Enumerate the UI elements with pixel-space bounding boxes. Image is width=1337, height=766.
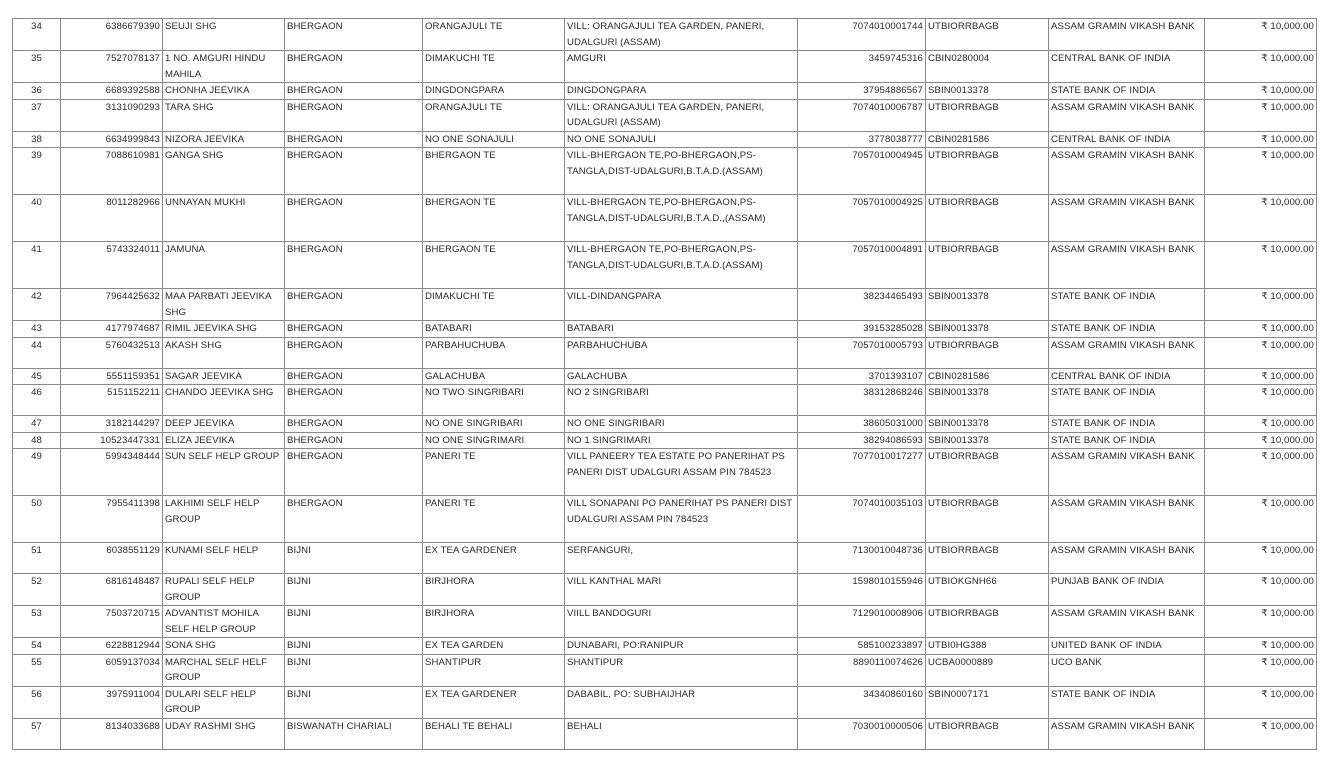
cell-bank-name: ASSAM GRAMIN VIKASH BANK <box>1049 242 1205 289</box>
cell-mobile: 5551159351 <box>61 368 163 385</box>
cell-account-no: 8890110074626 <box>798 654 926 686</box>
cell-block: BHERGAON <box>285 337 423 368</box>
cell-village: BIRJHORA <box>423 574 565 606</box>
cell-address: SHANTIPUR <box>565 654 798 686</box>
cell-sl-no: 41 <box>13 242 61 289</box>
cell-account-no: 38312868246 <box>798 385 926 416</box>
cell-sl-no: 52 <box>13 574 61 606</box>
cell-ifsc: UTBIORRBAGB <box>926 449 1049 496</box>
cell-group-name: NIZORA JEEVIKA <box>163 131 285 148</box>
cell-block: BHERGAON <box>285 195 423 242</box>
cell-address: NO ONE SINGRIBARI <box>565 416 798 433</box>
cell-mobile: 5151152211 <box>61 385 163 416</box>
cell-group-name: ADVANTIST MOHILA SELF HELP GROUP <box>163 606 285 638</box>
cell-amount: ₹ 10,000.00 <box>1205 195 1317 242</box>
cell-village: BHERGAON TE <box>423 242 565 289</box>
cell-account-no: 3459745316 <box>798 51 926 83</box>
cell-address: VILL-DINDANGPARA <box>565 289 798 321</box>
cell-group-name: SONA SHG <box>163 638 285 655</box>
cell-ifsc: UTBIORRBAGB <box>926 337 1049 368</box>
cell-village: BHERGAON TE <box>423 195 565 242</box>
cell-block: BIJNI <box>285 638 423 655</box>
cell-mobile: 8134033688 <box>61 718 163 749</box>
cell-ifsc: SBIN0013378 <box>926 432 1049 449</box>
cell-mobile: 6634999843 <box>61 131 163 148</box>
cell-ifsc: UTBIORRBAGB <box>926 242 1049 289</box>
cell-ifsc: UTBIORRBAGB <box>926 543 1049 574</box>
cell-address: DUNABARI, PO:RANIPUR <box>565 638 798 655</box>
cell-ifsc: SBIN0013378 <box>926 385 1049 416</box>
table-row <box>13 449 1317 496</box>
cell-group-name: SEUJI SHG <box>163 19 285 51</box>
cell-village: BATABARI <box>423 321 565 338</box>
cell-address: BATABARI <box>565 321 798 338</box>
cell-sl-no: 57 <box>13 718 61 749</box>
cell-village: ORANGAJULI TE <box>423 19 565 51</box>
cell-account-no: 3778038777 <box>798 131 926 148</box>
cell-amount: ₹ 10,000.00 <box>1205 19 1317 51</box>
cell-group-name: MARCHAL SELF HELF GROUP <box>163 654 285 686</box>
table-row <box>13 543 1317 574</box>
cell-amount: ₹ 10,000.00 <box>1205 449 1317 496</box>
beneficiary-table <box>12 18 1317 750</box>
cell-account-no: 7077010017277 <box>798 449 926 496</box>
cell-group-name: CHANDO JEEVIKA SHG <box>163 385 285 416</box>
cell-mobile: 6816148487 <box>61 574 163 606</box>
cell-village: NO ONE SINGRIBARI <box>423 416 565 433</box>
cell-sl-no: 39 <box>13 148 61 195</box>
cell-ifsc: UTBIORRBAGB <box>926 606 1049 638</box>
table-row <box>13 19 1317 51</box>
cell-mobile: 5760432513 <box>61 337 163 368</box>
table-row <box>13 574 1317 606</box>
cell-ifsc: UTBIORRBAGB <box>926 718 1049 749</box>
cell-amount: ₹ 10,000.00 <box>1205 99 1317 131</box>
cell-account-no: 34340860160 <box>798 686 926 718</box>
cell-address: NO 1 SINGRIMARI <box>565 432 798 449</box>
cell-village: GALACHUBA <box>423 368 565 385</box>
cell-block: BHERGAON <box>285 131 423 148</box>
cell-account-no: 3701393107 <box>798 368 926 385</box>
cell-amount: ₹ 10,000.00 <box>1205 385 1317 416</box>
cell-sl-no: 42 <box>13 289 61 321</box>
table-row <box>13 83 1317 100</box>
cell-mobile: 7088610981 <box>61 148 163 195</box>
cell-address: DABABIL, PO: SUBHAIJHAR <box>565 686 798 718</box>
cell-amount: ₹ 10,000.00 <box>1205 148 1317 195</box>
cell-group-name: KUNAMI SELF HELP <box>163 543 285 574</box>
cell-group-name: AKASH SHG <box>163 337 285 368</box>
cell-village: EX TEA GARDENER <box>423 543 565 574</box>
cell-amount: ₹ 10,000.00 <box>1205 638 1317 655</box>
cell-block: BHERGAON <box>285 496 423 543</box>
cell-block: BHERGAON <box>285 148 423 195</box>
cell-amount: ₹ 10,000.00 <box>1205 654 1317 686</box>
cell-mobile: 5743324011 <box>61 242 163 289</box>
cell-account-no: 7057010004891 <box>798 242 926 289</box>
cell-account-no: 585100233897 <box>798 638 926 655</box>
cell-ifsc: UTBI0HG388 <box>926 638 1049 655</box>
cell-ifsc: SBIN0013378 <box>926 83 1049 100</box>
cell-account-no: 7057010004925 <box>798 195 926 242</box>
cell-group-name: RIMIL JEEVIKA SHG <box>163 321 285 338</box>
cell-account-no: 7057010005793 <box>798 337 926 368</box>
cell-group-name: GANGA SHG <box>163 148 285 195</box>
cell-address: NO ONE SONAJULI <box>565 131 798 148</box>
cell-address: SERFANGURI, <box>565 543 798 574</box>
cell-village: EX TEA GARDEN <box>423 638 565 655</box>
cell-amount: ₹ 10,000.00 <box>1205 368 1317 385</box>
cell-block: BHERGAON <box>285 51 423 83</box>
cell-mobile: 6386679390 <box>61 19 163 51</box>
table-row <box>13 496 1317 543</box>
cell-block: BHERGAON <box>285 385 423 416</box>
cell-mobile: 4177974687 <box>61 321 163 338</box>
cell-sl-no: 40 <box>13 195 61 242</box>
cell-address: BEHALI <box>565 718 798 749</box>
cell-sl-no: 48 <box>13 432 61 449</box>
cell-block: BHERGAON <box>285 368 423 385</box>
cell-address: VIILL BANDOGURI <box>565 606 798 638</box>
cell-mobile: 7527078137 <box>61 51 163 83</box>
cell-sl-no: 44 <box>13 337 61 368</box>
cell-group-name: DEEP JEEVIKA <box>163 416 285 433</box>
table-row <box>13 638 1317 655</box>
cell-account-no: 7074010001744 <box>798 19 926 51</box>
cell-group-name: RUPALI SELF HELP GROUP <box>163 574 285 606</box>
cell-amount: ₹ 10,000.00 <box>1205 337 1317 368</box>
cell-bank-name: STATE BANK OF INDIA <box>1049 83 1205 100</box>
cell-block: BIJNI <box>285 574 423 606</box>
cell-address: DINGDONGPARA <box>565 83 798 100</box>
cell-bank-name: UCO BANK <box>1049 654 1205 686</box>
cell-sl-no: 51 <box>13 543 61 574</box>
cell-bank-name: ASSAM GRAMIN VIKASH BANK <box>1049 606 1205 638</box>
cell-village: EX TEA GARDENER <box>423 686 565 718</box>
table-row <box>13 195 1317 242</box>
cell-ifsc: CBIN0281586 <box>926 131 1049 148</box>
cell-sl-no: 53 <box>13 606 61 638</box>
cell-sl-no: 34 <box>13 19 61 51</box>
cell-group-name: TARA SHG <box>163 99 285 131</box>
cell-group-name: LAKHIMI SELF HELP GROUP <box>163 496 285 543</box>
cell-sl-no: 49 <box>13 449 61 496</box>
cell-ifsc: UCBA0000889 <box>926 654 1049 686</box>
beneficiary-table-sheet <box>12 18 1317 750</box>
cell-amount: ₹ 10,000.00 <box>1205 416 1317 433</box>
cell-village: BHERGAON TE <box>423 148 565 195</box>
table-row <box>13 368 1317 385</box>
cell-bank-name: CENTRAL BANK OF INDIA <box>1049 131 1205 148</box>
cell-sl-no: 43 <box>13 321 61 338</box>
cell-bank-name: CENTRAL BANK OF INDIA <box>1049 51 1205 83</box>
cell-bank-name: ASSAM GRAMIN VIKASH BANK <box>1049 19 1205 51</box>
cell-group-name: UDAY RASHMI SHG <box>163 718 285 749</box>
cell-bank-name: ASSAM GRAMIN VIKASH BANK <box>1049 148 1205 195</box>
cell-sl-no: 54 <box>13 638 61 655</box>
cell-sl-no: 56 <box>13 686 61 718</box>
table-row <box>13 99 1317 131</box>
cell-sl-no: 37 <box>13 99 61 131</box>
cell-block: BISWANATH CHARIALI <box>285 718 423 749</box>
cell-mobile: 7955411398 <box>61 496 163 543</box>
cell-ifsc: CBIN0281586 <box>926 368 1049 385</box>
cell-address: VILL-BHERGAON TE,PO-BHERGAON,PS-TANGLA,DIST-UDALGURI,B.T.A.D.(ASSAM) <box>565 242 798 289</box>
cell-amount: ₹ 10,000.00 <box>1205 83 1317 100</box>
cell-block: BIJNI <box>285 606 423 638</box>
cell-sl-no: 38 <box>13 131 61 148</box>
table-row <box>13 606 1317 638</box>
cell-group-name: 1 NO. AMGURI HINDU MAHILA <box>163 51 285 83</box>
table-row <box>13 51 1317 83</box>
cell-block: BHERGAON <box>285 416 423 433</box>
cell-mobile: 7503720715 <box>61 606 163 638</box>
cell-block: BHERGAON <box>285 449 423 496</box>
cell-village: BIRJHORA <box>423 606 565 638</box>
table-row <box>13 337 1317 368</box>
cell-mobile: 6689392588 <box>61 83 163 100</box>
cell-ifsc: UTBIORRBAGB <box>926 148 1049 195</box>
cell-group-name: SAGAR JEEVIKA <box>163 368 285 385</box>
cell-address: VILL KANTHAL MARI <box>565 574 798 606</box>
cell-account-no: 39153285028 <box>798 321 926 338</box>
cell-sl-no: 46 <box>13 385 61 416</box>
cell-account-no: 7057010004945 <box>798 148 926 195</box>
cell-sl-no: 50 <box>13 496 61 543</box>
cell-block: BHERGAON <box>285 432 423 449</box>
cell-amount: ₹ 10,000.00 <box>1205 606 1317 638</box>
cell-ifsc: SBIN0013378 <box>926 416 1049 433</box>
cell-bank-name: ASSAM GRAMIN VIKASH BANK <box>1049 543 1205 574</box>
cell-mobile: 3975911004 <box>61 686 163 718</box>
cell-village: NO ONE SONAJULI <box>423 131 565 148</box>
cell-amount: ₹ 10,000.00 <box>1205 718 1317 749</box>
cell-mobile: 10523447331 <box>61 432 163 449</box>
cell-group-name: ELIZA JEEVIKA <box>163 432 285 449</box>
cell-ifsc: UTBIORRBAGB <box>926 19 1049 51</box>
cell-village: ORANGAJULI TE <box>423 99 565 131</box>
cell-amount: ₹ 10,000.00 <box>1205 242 1317 289</box>
cell-village: NO TWO SINGRIBARI <box>423 385 565 416</box>
table-row <box>13 432 1317 449</box>
table-row <box>13 686 1317 718</box>
cell-address: NO 2 SINGRIBARI <box>565 385 798 416</box>
cell-bank-name: ASSAM GRAMIN VIKASH BANK <box>1049 449 1205 496</box>
cell-address: VILL-BHERGAON TE,PO-BHERGAON,PS-TANGLA,DIST-UDALGURI,B.T.A.D.(ASSAM) <box>565 148 798 195</box>
cell-block: BIJNI <box>285 654 423 686</box>
cell-village: DIMAKUCHI TE <box>423 51 565 83</box>
cell-block: BHERGAON <box>285 83 423 100</box>
cell-amount: ₹ 10,000.00 <box>1205 432 1317 449</box>
cell-block: BHERGAON <box>285 321 423 338</box>
table-row <box>13 416 1317 433</box>
cell-account-no: 7074010006787 <box>798 99 926 131</box>
cell-account-no: 1598010155946 <box>798 574 926 606</box>
cell-amount: ₹ 10,000.00 <box>1205 321 1317 338</box>
table-row <box>13 385 1317 416</box>
cell-address: VILL: ORANGAJULI TEA GARDEN, PANERI, UDALGURI (ASSAM) <box>565 19 798 51</box>
cell-bank-name: STATE BANK OF INDIA <box>1049 385 1205 416</box>
cell-mobile: 8011282966 <box>61 195 163 242</box>
cell-account-no: 7030010000506 <box>798 718 926 749</box>
cell-account-no: 38294086593 <box>798 432 926 449</box>
cell-bank-name: UNITED BANK OF INDIA <box>1049 638 1205 655</box>
cell-bank-name: STATE BANK OF INDIA <box>1049 289 1205 321</box>
cell-bank-name: STATE BANK OF INDIA <box>1049 416 1205 433</box>
cell-ifsc: SBIN0013378 <box>926 321 1049 338</box>
cell-mobile: 6228812944 <box>61 638 163 655</box>
cell-account-no: 7074010035103 <box>798 496 926 543</box>
cell-block: BHERGAON <box>285 242 423 289</box>
cell-village: NO ONE SINGRIMARI <box>423 432 565 449</box>
cell-account-no: 7130010048736 <box>798 543 926 574</box>
cell-sl-no: 35 <box>13 51 61 83</box>
table-row <box>13 654 1317 686</box>
cell-mobile: 5994348444 <box>61 449 163 496</box>
cell-village: DIMAKUCHI TE <box>423 289 565 321</box>
cell-address: VILL SONAPANI PO PANERIHAT PS PANERI DIST UDALGURI ASSAM PIN 784523 <box>565 496 798 543</box>
cell-amount: ₹ 10,000.00 <box>1205 51 1317 83</box>
cell-ifsc: UTBIORRBAGB <box>926 99 1049 131</box>
cell-bank-name: ASSAM GRAMIN VIKASH BANK <box>1049 99 1205 131</box>
cell-group-name: JAMUNA <box>163 242 285 289</box>
cell-amount: ₹ 10,000.00 <box>1205 289 1317 321</box>
table-row <box>13 242 1317 289</box>
cell-ifsc: UTBIOKGNH66 <box>926 574 1049 606</box>
cell-account-no: 7129010008906 <box>798 606 926 638</box>
table-row <box>13 148 1317 195</box>
cell-address: VILL: ORANGAJULI TEA GARDEN, PANERI, UDALGURI (ASSAM) <box>565 99 798 131</box>
cell-block: BHERGAON <box>285 19 423 51</box>
cell-ifsc: CBIN0280004 <box>926 51 1049 83</box>
cell-bank-name: STATE BANK OF INDIA <box>1049 432 1205 449</box>
cell-amount: ₹ 10,000.00 <box>1205 496 1317 543</box>
cell-amount: ₹ 10,000.00 <box>1205 131 1317 148</box>
cell-bank-name: ASSAM GRAMIN VIKASH BANK <box>1049 195 1205 242</box>
cell-amount: ₹ 10,000.00 <box>1205 686 1317 718</box>
cell-bank-name: ASSAM GRAMIN VIKASH BANK <box>1049 718 1205 749</box>
cell-block: BIJNI <box>285 543 423 574</box>
cell-group-name: SUN SELF HELP GROUP <box>163 449 285 496</box>
cell-ifsc: SBIN0013378 <box>926 289 1049 321</box>
cell-block: BHERGAON <box>285 289 423 321</box>
cell-account-no: 37954886567 <box>798 83 926 100</box>
cell-village: DINGDONGPARA <box>423 83 565 100</box>
cell-village: SHANTIPUR <box>423 654 565 686</box>
cell-bank-name: ASSAM GRAMIN VIKASH BANK <box>1049 496 1205 543</box>
cell-group-name: DULARI SELF HELP GROUP <box>163 686 285 718</box>
cell-sl-no: 55 <box>13 654 61 686</box>
cell-address: AMGURI <box>565 51 798 83</box>
cell-bank-name: STATE BANK OF INDIA <box>1049 321 1205 338</box>
cell-block: BIJNI <box>285 686 423 718</box>
cell-mobile: 7964425632 <box>61 289 163 321</box>
cell-address: PARBAHUCHUBA <box>565 337 798 368</box>
cell-address: VILL PANEERY TEA ESTATE PO PANERIHAT PS PANERI DIST UDALGURI ASSAM PIN 784523 <box>565 449 798 496</box>
cell-ifsc: UTBIORRBAGB <box>926 496 1049 543</box>
cell-mobile: 6059137034 <box>61 654 163 686</box>
cell-sl-no: 36 <box>13 83 61 100</box>
cell-address: VILL-BHERGAON TE,PO-BHERGAON,PS-TANGLA,DIST-UDALGURI,B.T.A.D.,(ASSAM) <box>565 195 798 242</box>
cell-ifsc: UTBIORRBAGB <box>926 195 1049 242</box>
cell-sl-no: 45 <box>13 368 61 385</box>
cell-bank-name: ASSAM GRAMIN VIKASH BANK <box>1049 337 1205 368</box>
cell-amount: ₹ 10,000.00 <box>1205 574 1317 606</box>
table-row <box>13 321 1317 338</box>
cell-bank-name: CENTRAL BANK OF INDIA <box>1049 368 1205 385</box>
table-body <box>13 19 1317 750</box>
cell-sl-no: 47 <box>13 416 61 433</box>
cell-bank-name: STATE BANK OF INDIA <box>1049 686 1205 718</box>
cell-group-name: MAA PARBATI JEEVIKA SHG <box>163 289 285 321</box>
cell-address: GALACHUBA <box>565 368 798 385</box>
cell-block: BHERGAON <box>285 99 423 131</box>
cell-account-no: 38234465493 <box>798 289 926 321</box>
cell-group-name: UNNAYAN MUKHI <box>163 195 285 242</box>
cell-group-name: CHONHA JEEVIKA <box>163 83 285 100</box>
cell-village: PARBAHUCHUBA <box>423 337 565 368</box>
cell-account-no: 38605031000 <box>798 416 926 433</box>
cell-ifsc: SBIN0007171 <box>926 686 1049 718</box>
cell-mobile: 6038551129 <box>61 543 163 574</box>
cell-village: PANERI TE <box>423 449 565 496</box>
cell-amount: ₹ 10,000.00 <box>1205 543 1317 574</box>
table-row <box>13 289 1317 321</box>
cell-village: BEHALI TE BEHALI <box>423 718 565 749</box>
cell-village: PANERI TE <box>423 496 565 543</box>
table-row <box>13 718 1317 749</box>
cell-bank-name: PUNJAB BANK OF INDIA <box>1049 574 1205 606</box>
cell-mobile: 3131090293 <box>61 99 163 131</box>
table-row <box>13 131 1317 148</box>
cell-mobile: 3182144297 <box>61 416 163 433</box>
